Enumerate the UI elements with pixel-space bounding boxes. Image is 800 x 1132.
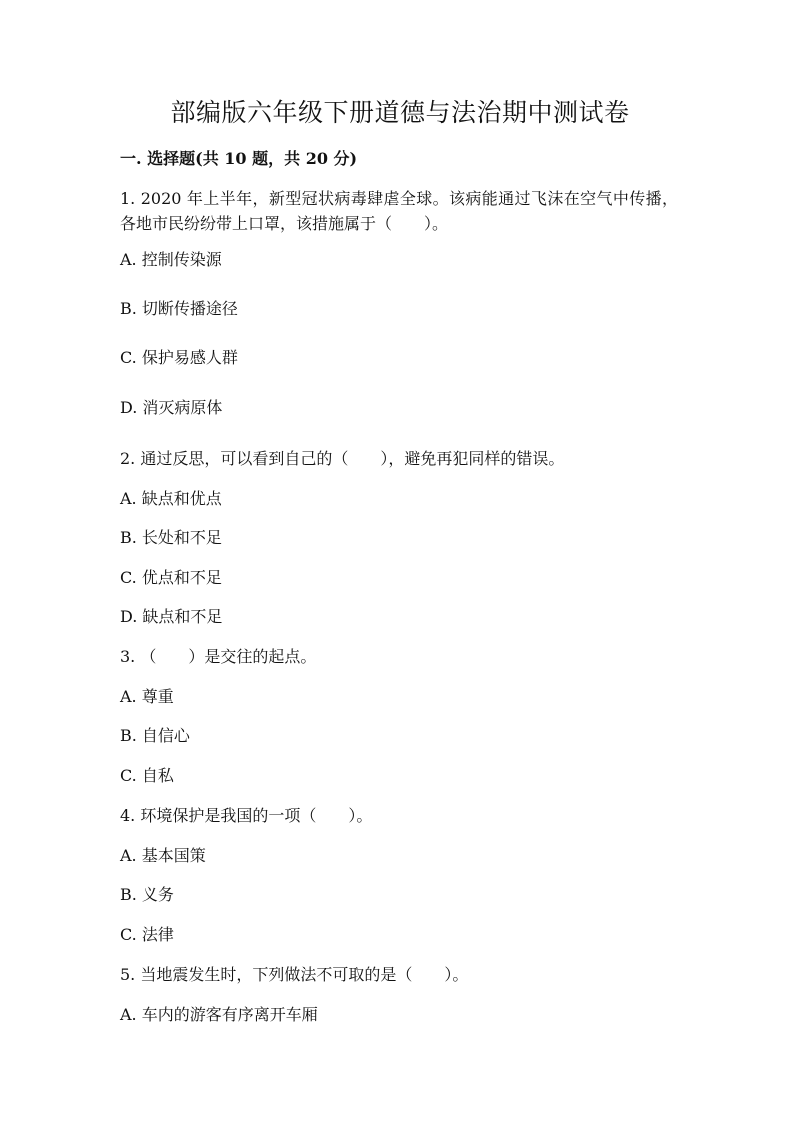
question-2-option-a: A. 缺点和优点: [120, 489, 222, 508]
question-3-option-c: C. 自私: [120, 766, 174, 785]
question-1-option-c: C. 保护易感人群: [120, 348, 238, 367]
question-4-option-a: A. 基本国策: [120, 846, 206, 865]
question-1-option-b: B. 切断传播途径: [120, 299, 238, 318]
question-1-option-a: A. 控制传染源: [120, 250, 222, 269]
question-2-option-d: D. 缺点和不足: [120, 607, 223, 626]
question-4-stem: 4. 环境保护是我国的一项（ ）。: [120, 806, 373, 825]
question-5-stem: 5. 当地震发生时，下列做法不可取的是（ ）。: [120, 965, 469, 984]
page-title: 部编版六年级下册道德与法治期中测试卷: [170, 98, 630, 127]
section-heading: 一. 选择题(共 10 题，共 20 分): [120, 149, 358, 168]
question-4-option-b: B. 义务: [120, 885, 174, 904]
question-2-option-b: B. 长处和不足: [120, 528, 222, 547]
question-3-stem: 3. （ ）是交往的起点。: [120, 647, 317, 666]
question-2-option-c: C. 优点和不足: [120, 568, 222, 587]
question-5-option-a: A. 车内的游客有序离开车厢: [120, 1005, 318, 1024]
question-3-option-b: B. 自信心: [120, 726, 190, 745]
question-4-option-c: C. 法律: [120, 925, 174, 944]
question-2-stem: 2. 通过反思，可以看到自己的（ ），避免再犯同样的错误。: [120, 449, 565, 468]
question-3-option-a: A. 尊重: [120, 687, 174, 706]
question-1-option-d: D. 消灭病原体: [120, 398, 223, 417]
question-1-stem: 1. 2020 年上半年，新型冠状病毒肆虐全球。该病能通过飞沫在空气中传播，各地市民纷纷带上口罩，该措施属于（ ）。: [120, 189, 678, 233]
